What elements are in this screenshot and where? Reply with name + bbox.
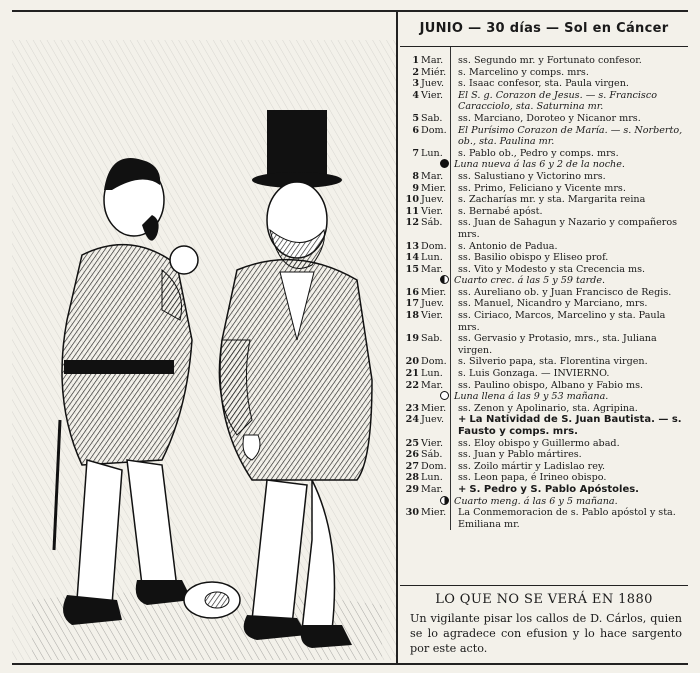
moon-new-icon — [440, 159, 449, 168]
weekday-abbrev: Mar. — [421, 483, 444, 495]
saints-text-content: ss. Salustiano y Victorino mrs. — [458, 170, 606, 182]
saints-text — [454, 356, 688, 368]
calendar-day-row — [400, 252, 688, 264]
day-number: 5 — [412, 112, 419, 124]
cross-icon: + — [458, 414, 467, 426]
calendar-day-row — [400, 310, 688, 333]
weekday-abbrev: Mar. — [421, 170, 444, 182]
day-number: 25 — [405, 437, 419, 449]
day-number: 9 — [412, 182, 419, 194]
saints-text-content: ss. Primo, Feliciano y Vicente mrs. — [458, 182, 626, 194]
day-number: 30 — [405, 507, 419, 519]
calendar-day-row — [400, 298, 688, 310]
moon-full-icon — [440, 391, 449, 400]
day-number: 26 — [405, 449, 419, 461]
day-number: 17 — [405, 298, 419, 310]
saints-text-content: s. Marcelino y comps. mrs. — [458, 66, 589, 78]
calendar-day-row — [400, 333, 688, 356]
day-number: 27 — [405, 460, 419, 472]
saints-text-content: s. Isaac confesor, sta. Paula virgen. — [458, 78, 629, 90]
weekday-abbrev: Juev. — [421, 78, 445, 90]
calendar-day-row — [400, 148, 688, 160]
weekday-abbrev: Juev. — [421, 298, 445, 310]
calendar-day-row — [400, 171, 688, 183]
moon-phase-row — [400, 275, 688, 287]
saints-text — [454, 206, 688, 218]
calendar-day-row — [400, 125, 688, 148]
saints-text-content: La Natividad de S. Juan Bautista. — s. Fausto y comps. mrs. — [458, 414, 682, 437]
saints-text-content: s. Silverio papa, sta. Florentina virgen. — [458, 356, 648, 368]
day-number: 24 — [405, 414, 419, 426]
day-number: 3 — [412, 78, 419, 90]
saints-text — [454, 333, 688, 356]
weekday-abbrev: Dom. — [421, 240, 447, 252]
caption-text: Un vigilante pisar los callos de D. Cárlos, quien se lo agradece con efusion y lo hace sargento por este acto. — [410, 612, 682, 655]
saints-text — [454, 438, 688, 450]
saints-text-content: s. Zacharías mr. y sta. Margarita reina — [458, 194, 646, 206]
moon-phase-text: Luna nueva á las 6 y 2 de la noche. — [454, 159, 625, 171]
day-number: 20 — [405, 356, 419, 368]
saints-text — [454, 252, 688, 264]
column-divider — [396, 12, 398, 664]
day-number: 23 — [405, 402, 419, 414]
saints-text — [454, 78, 688, 90]
calendar-day-row — [400, 67, 688, 79]
saints-text — [454, 414, 688, 437]
saints-text-content: El Purísimo Corazon de María. — s. Norberto, ob., sta. Paulina mr. — [458, 124, 683, 148]
saints-text — [454, 55, 688, 67]
saints-text-content: ss. Leon papa, é Irineo obispo. — [458, 472, 607, 484]
day-number: 14 — [405, 252, 419, 264]
fallen-helmet — [184, 582, 240, 618]
calendar-day-row — [400, 217, 688, 240]
weekday-abbrev: Lun. — [421, 147, 443, 159]
weekday-abbrev: Lun. — [421, 472, 443, 484]
day-number: 29 — [405, 483, 419, 495]
saints-text-content: s. Antonio de Padua. — [458, 240, 558, 252]
calendar-day-row — [400, 484, 688, 496]
saints-text — [454, 241, 688, 253]
saints-text-content: ss. Zenon y Apolinario, sta. Agripina. — [458, 402, 638, 414]
weekday-abbrev: Miér. — [421, 66, 447, 78]
saints-text-content: ss. Ciriaco, Marcos, Marcelino y sta. Paula mrs. — [458, 310, 666, 333]
saints-text-content: La Conmemoracion de s. Pablo apóstol y sta. Emiliana mr. — [458, 507, 676, 530]
moon-phase-row — [400, 391, 688, 403]
day-number: 12 — [405, 217, 419, 229]
calendar-day-row — [400, 438, 688, 450]
saints-text — [454, 403, 688, 415]
saints-text — [454, 287, 688, 299]
calendar-day-row — [400, 194, 688, 206]
day-number: 11 — [405, 205, 419, 217]
saints-text-content: ss. Paulino obispo, Albano y Fabio ms. — [458, 379, 644, 391]
saints-text — [454, 90, 688, 113]
calendar-day-row — [400, 183, 688, 195]
weekday-abbrev: Dom. — [421, 356, 447, 368]
saints-text — [454, 449, 688, 461]
saints-text — [454, 461, 688, 473]
calendar-day-row — [400, 380, 688, 392]
moon-phase-text: Cuarto crec. á las 5 y 59 tarde. — [454, 275, 606, 287]
saints-text — [454, 148, 688, 160]
weekday-abbrev: Mar. — [421, 379, 444, 391]
saints-text-content: s. Pablo ob., Pedro y comps. mrs. — [458, 147, 619, 159]
saints-text — [454, 484, 688, 496]
weekday-abbrev: Mier. — [421, 402, 447, 414]
saints-text-content: ss. Gervasio y Protasio, mrs., sta. Juliana virgen. — [458, 333, 657, 356]
saints-text — [454, 310, 688, 333]
calendar-day-row — [400, 356, 688, 368]
saints-text-content: ss. Zoilo mártir y Ladislao rey. — [458, 460, 606, 472]
weekday-abbrev: Lun. — [421, 252, 443, 264]
cross-icon: + — [458, 483, 467, 495]
calendar-day-row — [400, 241, 688, 253]
weekday-abbrev: Sab. — [421, 333, 443, 345]
weekday-abbrev: Mar. — [421, 55, 444, 66]
day-number: 21 — [405, 368, 419, 380]
weekday-abbrev: Vier. — [421, 205, 444, 217]
weekday-abbrev: Lun. — [421, 368, 443, 380]
day-number: 19 — [405, 333, 419, 345]
saints-text — [454, 125, 688, 148]
saints-text — [454, 298, 688, 310]
saints-text — [454, 194, 688, 206]
day-number: 4 — [412, 89, 419, 101]
calendar-day-row — [400, 472, 688, 484]
weekday-abbrev: Vier. — [421, 89, 444, 101]
day-number: 22 — [405, 379, 419, 391]
calendar-day-row — [400, 414, 688, 437]
weekday-abbrev: Dom. — [421, 124, 447, 136]
calendar-day-row — [400, 78, 688, 90]
moon-phase-text: Cuarto meng. á las 6 y 5 mañana. — [454, 495, 618, 507]
day-number: 13 — [405, 240, 419, 252]
weekday-abbrev: Sáb. — [421, 449, 443, 461]
saints-text — [454, 507, 688, 530]
weekday-abbrev: Dom. — [421, 460, 447, 472]
saints-text-content: ss. Segundo mr. y Fortunato confesor. — [458, 55, 642, 66]
calendar-day-row — [400, 368, 688, 380]
bottom-rule — [12, 663, 688, 665]
saints-text-content: ss. Vito y Modesto y sta Crecencia ms. — [458, 263, 646, 275]
saints-text-content: s. Luis Gonzaga. — INVIERNO. — [458, 368, 610, 380]
june-calendar — [400, 12, 688, 530]
calendar-day-row — [400, 206, 688, 218]
weekday-abbrev: Vier. — [421, 437, 444, 449]
calendar-day-row — [400, 90, 688, 113]
day-number: 28 — [405, 472, 419, 484]
caricature-illustration — [12, 40, 397, 660]
saints-text-content: S. Pedro y S. Pablo Apóstoles. — [469, 483, 639, 495]
saints-text-content: ss. Eloy obispo y Guillermo abad. — [458, 437, 620, 449]
day-number: 6 — [412, 124, 419, 136]
saints-text — [454, 264, 688, 276]
day-number: 7 — [412, 147, 419, 159]
weekday-abbrev: Juev. — [421, 414, 445, 426]
weekday-abbrev: Sab. — [421, 112, 443, 124]
weekday-abbrev: Mar. — [421, 263, 444, 275]
calendar-day-row — [400, 403, 688, 415]
saints-text — [454, 67, 688, 79]
weekday-abbrev: Vier. — [421, 310, 444, 322]
day-number: 10 — [405, 194, 419, 206]
moon-first-icon — [440, 275, 449, 284]
calendar-days — [400, 47, 688, 530]
calendar-day-row — [400, 55, 688, 67]
saints-text-content: s. Bernabé apóst. — [458, 205, 543, 217]
weekday-abbrev: Juev. — [421, 194, 445, 206]
day-number: 1 — [412, 55, 419, 66]
calendar-day-row — [400, 264, 688, 276]
weekday-abbrev: Mier. — [421, 182, 447, 194]
moon-last-icon — [440, 496, 449, 505]
weekday-abbrev: Sáb. — [421, 217, 443, 229]
saints-text-content: ss. Aureliano ob. y Juan Francisco de Regis. — [458, 286, 672, 298]
saints-text-content: ss. Manuel, Nicandro y Marciano, mrs. — [458, 298, 648, 310]
calendar-day-row — [400, 449, 688, 461]
saints-text-content: El S. g. Corazon de Jesus. — s. Francisco Caracciolo, sta. Saturnina mr. — [458, 89, 658, 113]
calendar-day-row — [400, 461, 688, 473]
calendar-day-row — [400, 507, 688, 530]
calendar-header: JUNIO — 30 días — Sol en Cáncer — [400, 12, 688, 47]
saints-text — [454, 380, 688, 392]
saints-text — [454, 368, 688, 380]
saints-text-content: ss. Marciano, Doroteo y Nicanor mrs. — [458, 112, 641, 124]
saints-text — [454, 171, 688, 183]
day-number: 16 — [405, 286, 419, 298]
day-number: 2 — [412, 66, 419, 78]
calendar-day-row — [400, 113, 688, 125]
saints-text-content: ss. Basilio obispo y Eliseo prof. — [458, 252, 609, 264]
moon-phase-row — [400, 159, 688, 171]
saints-text — [454, 472, 688, 484]
calendar-day-row — [400, 287, 688, 299]
saints-text-content: ss. Juan y Pablo mártires. — [458, 449, 582, 461]
weekday-abbrev: Mier. — [421, 507, 447, 519]
saints-text — [454, 183, 688, 195]
saints-text-content: ss. Juan de Sahagun y Nazario y compañeros mrs. — [458, 217, 678, 240]
weekday-abbrev: Mier. — [421, 286, 447, 298]
saints-text — [454, 217, 688, 240]
day-number: 8 — [412, 170, 419, 182]
day-number: 18 — [405, 310, 419, 322]
moon-phase-text: Luna llena á las 9 y 53 mañana. — [454, 391, 609, 403]
day-number: 15 — [405, 263, 419, 275]
moon-phase-row — [400, 496, 688, 508]
caricature-caption — [400, 585, 688, 656]
saints-text — [454, 113, 688, 125]
caption-title: LO QUE NO SE VERÁ EN 1880 — [435, 592, 653, 607]
